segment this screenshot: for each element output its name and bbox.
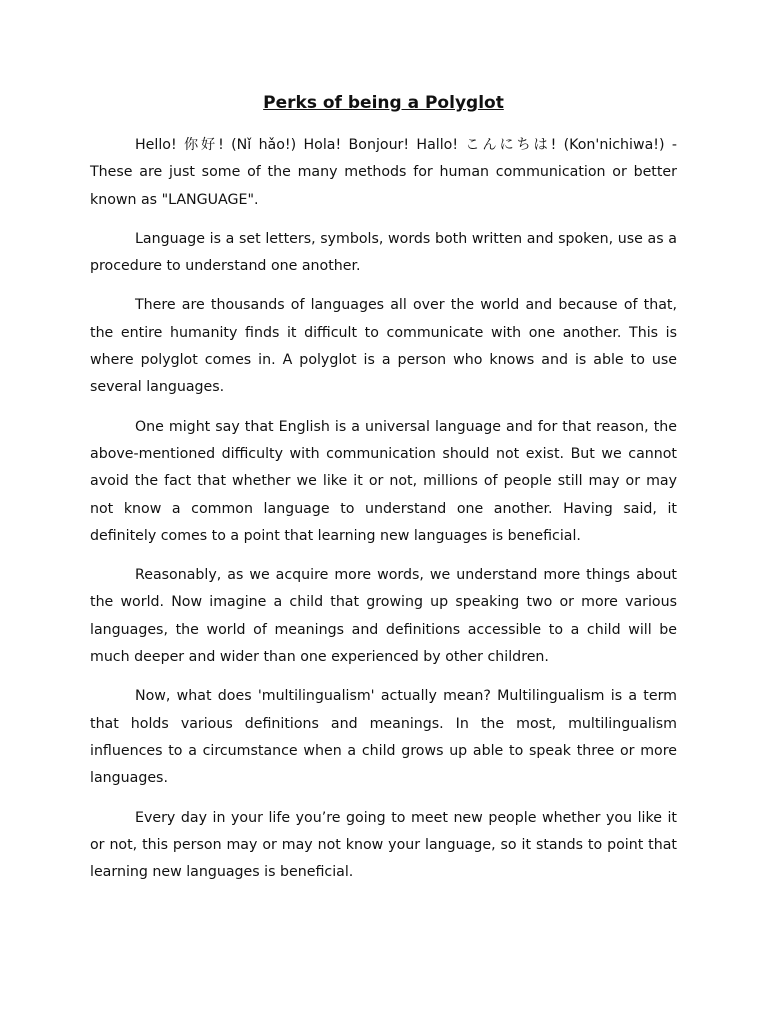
document-page — [90, 90, 677, 898]
document-title: Perks of being a Polyglot — [263, 93, 504, 113]
paragraph-every-day: Every day in your life you’re going to meet new people whether you like it or not, this person may or may not know your language, so it stands to point that learning new languages is beneficial. — [90, 809, 677, 881]
paragraph-greetings: Hello! 你好! (Nǐ hǎo!) Hola! Bonjour! Hallo! こんにちは! (Kon'nichiwa!) - These are just some of the many methods for human communication or better known as "LANGUAGE". — [90, 137, 677, 208]
paragraph-thousands-of-languages: There are thousands of languages all over the world and because of that, the entire humanity finds it difficult to communicate with one another. This is where polyglot comes in. A polyglot is a person who knows and is able to use several languages. — [90, 297, 677, 396]
paragraph-multilingualism: Now, what does 'multilingualism' actually mean? Multilingualism is a term that holds various definitions and meanings. In the most, multilingualism influences to a circumstance when a child grows up able to speak three or more languages. — [90, 688, 677, 787]
paragraph-acquire-words: Reasonably, as we acquire more words, we understand more things about the world. Now imagine a child that growing up speaking two or more various languages, the world of meanings and definitions accessible to a child will be much deeper and wider than one experienced by other children. — [90, 567, 677, 666]
paragraph-language-definition: Language is a set letters, symbols, words both written and spoken, use as a procedure to understand one another. — [90, 230, 677, 275]
paragraph-english-universal: One might say that English is a universal language and for that reason, the above-mentioned difficulty with communication should not exist. But we cannot avoid the fact that whether we like it or not, millions of people still may or may not know a common language to understand one another. Having said, it definitely comes to a point that learning new languages is beneficial. — [90, 418, 677, 544]
